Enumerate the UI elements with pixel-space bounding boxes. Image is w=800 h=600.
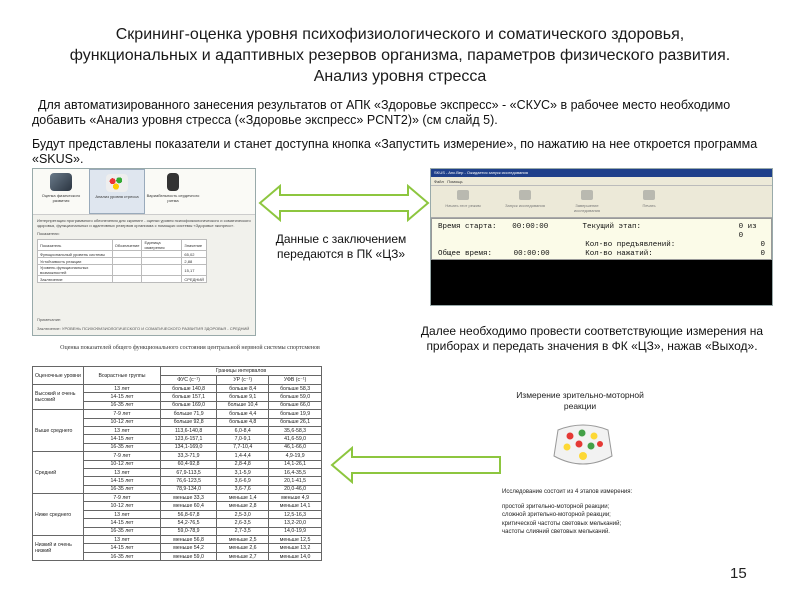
table-cell: 60,4-92,8 <box>160 460 216 468</box>
start-study-button[interactable]: Запуск исследования <box>503 190 547 213</box>
table-cell: больше 66,0 <box>269 401 322 409</box>
title-line-3: Анализ уровня стресса <box>313 68 487 85</box>
table-cell: 10-12 лет <box>83 502 160 510</box>
table-cell: 16-35 лет <box>83 527 160 535</box>
devices-icon <box>50 173 72 191</box>
measurement-note: Далее необходимо провести соответствующие измерения на приборах и передать значения в ФК «ЦЗ», нажав «Выход». <box>420 324 764 353</box>
stress-analysis-screenshot <box>32 168 256 336</box>
stage-item: простой зрительно-моторной реакции; <box>502 503 610 510</box>
level-cell: Низкий и очень низкий <box>33 536 84 561</box>
header-ur: УР (с⁻¹) <box>217 376 269 385</box>
table-cell: 14,1-26,1 <box>269 460 322 468</box>
level-cell: Высокий и очень высокий <box>33 385 84 410</box>
slide-title <box>20 24 780 87</box>
table-cell: 14-15 лет <box>83 544 160 552</box>
table-cell: больше 59,0 <box>269 393 322 401</box>
table-cell: 16-35 лет <box>83 552 160 560</box>
table-row: Заключение СРЕДНИЙ <box>38 276 207 283</box>
skus-program-screenshot <box>430 168 773 306</box>
table-row <box>33 536 322 544</box>
table-cell: 4,9-19,9 <box>269 452 322 460</box>
table-cell: 113,6-140,8 <box>160 426 216 434</box>
table-cell: 10-12 лет <box>83 460 160 468</box>
level-cell: Средний <box>33 452 84 494</box>
table-cell: 14-15 лет <box>83 477 160 485</box>
table-cell: 13 лет <box>83 426 160 434</box>
header-age: Возрастные группы <box>83 367 160 385</box>
table-cell: меньше 2,7 <box>217 552 269 560</box>
color-keypad-icon <box>106 174 128 192</box>
table-cell: меньше 2,8 <box>217 502 269 510</box>
device-description <box>502 488 692 537</box>
table-cell: больше 169,0 <box>160 401 216 409</box>
table-cell: 46,1-66,0 <box>269 443 322 451</box>
table-cell: 35,6-58,3 <box>269 426 322 434</box>
paragraph-add-workplace: Для автоматизированного занесения результатов от АПК «Здоровье экспресс» - «СКУС» в рабочее место необходимо добавить «Анализ уровня стресса («Здоровье экспресс» PCNT2)» (см слайд 5). <box>32 98 731 127</box>
table-cell: 16-35 лет <box>83 443 160 451</box>
menu-help[interactable]: Помощь <box>447 179 463 184</box>
table-cell: 14-15 лет <box>83 519 160 527</box>
table-cell: меньше 14,0 <box>269 552 322 560</box>
window-titlebar: SKUS - Anc.Bep - Ожидается запуск исследования <box>431 169 772 177</box>
table-cell: больше 8,4 <box>217 385 269 393</box>
table-cell: 7-9 лет <box>83 452 160 460</box>
table-cell: 2,5-3,0 <box>217 510 269 518</box>
title-line-1: Скрининг-оценка уровня психофизиологического и соматического здоровья, <box>115 26 685 43</box>
double-arrow-icon <box>258 184 430 222</box>
table-cell: 134,1-169,0 <box>160 443 216 451</box>
finish-study-button[interactable]: Завершение исследования <box>565 190 609 213</box>
table-cell: 54,2-76,5 <box>160 519 216 527</box>
table-cell: меньше 14,1 <box>269 502 322 510</box>
menu-file[interactable]: Файл <box>434 179 444 184</box>
table-cell: 3,6-6,9 <box>217 477 269 485</box>
table-cell: 7,0-9,1 <box>217 435 269 443</box>
table-cell: 14-15 лет <box>83 435 160 443</box>
table-cell: меньше 2,6 <box>217 544 269 552</box>
table-row <box>33 410 322 418</box>
table-cell: меньше 33,3 <box>160 494 216 502</box>
tile-physical-development[interactable]: Оценка физического развития <box>33 169 89 214</box>
print-button[interactable]: Печать <box>627 190 671 213</box>
table-cell: меньше 56,8 <box>160 536 216 544</box>
table-cell: 10-12 лет <box>83 418 160 426</box>
table-cell: 33,3-71,9 <box>160 452 216 460</box>
table-cell: больше 58,3 <box>269 385 322 393</box>
run-icon <box>519 190 531 200</box>
table-cell: больше 157,1 <box>160 393 216 401</box>
table-cell: больше 26,1 <box>269 418 322 426</box>
table-cell: 3,6-7,6 <box>217 485 269 493</box>
data-transfer-note: Данные с заключением передаются в ПК «ЦЗ» <box>275 232 407 261</box>
left-arrow-icon <box>330 446 502 484</box>
table-cell: больше 92,8 <box>160 418 216 426</box>
status-row: Время старта: 00:00:00 Текущий этап: 0 из 0 <box>438 223 757 240</box>
table-cell: меньше 4,9 <box>269 494 322 502</box>
header-ufv: УФВ (с⁻¹) <box>269 376 322 385</box>
table-cell: больше 4,4 <box>217 410 269 418</box>
table-cell: 123,6-157,1 <box>160 435 216 443</box>
table-cell: меньше 1,4 <box>217 494 269 502</box>
table-row: Уровень функциональных возможностей 15,17 <box>38 265 207 276</box>
page-number: 15 <box>730 565 747 582</box>
table-cell: 16-35 лет <box>83 401 160 409</box>
table-cell: меньше 12,5 <box>269 536 322 544</box>
table-cell: больше 71,9 <box>160 410 216 418</box>
table-row <box>33 494 322 502</box>
table-cell: 2,6-3,5 <box>217 519 269 527</box>
table-cell: 20,0-46,0 <box>269 485 322 493</box>
stop-icon <box>581 190 593 200</box>
menu-bar <box>431 177 772 186</box>
table-cell: 56,8-67,8 <box>160 510 216 518</box>
table-cell: 13,2-20,0 <box>269 519 322 527</box>
table-cell: 20,1-41,5 <box>269 477 322 485</box>
printer-icon <box>643 190 655 200</box>
table-cell: 67,9-113,5 <box>160 468 216 476</box>
module-tiles <box>33 169 255 215</box>
play-icon <box>457 190 469 200</box>
indicators-table: Показатель Обозначение Единица измерения Значение Функциональный уровень системы 65,02 Устойчивость реакции 2,88 Уровень функциональных возможностей 15,17 Заключение СРЕДНИЙ <box>37 239 207 283</box>
table-cell: 13 лет <box>83 510 160 518</box>
table-cell: 16-35 лет <box>83 485 160 493</box>
table-row: Функциональный уровень системы 65,02 <box>38 251 207 258</box>
status-row: Общее время: 00:00:00 Кол-во нажатий: 0 <box>438 250 765 258</box>
table-cell: меньше 54,2 <box>160 544 216 552</box>
table-row <box>33 385 322 393</box>
table-cell: 59,0-78,9 <box>160 527 216 535</box>
status-panel <box>431 218 772 260</box>
table-cell: меньше 59,0 <box>160 552 216 560</box>
device-title: Измерение зрительно-моторной реакции <box>516 390 644 411</box>
paragraph-start-measurement: Будут представлены показатели и станет доступна кнопка «Запустить измерение», по нажатию на нее откроется программа «SKUS». <box>32 137 758 166</box>
table-cell: 16,4-35,5 <box>269 468 322 476</box>
module-description: Интерпретация программного обеспечения для скрининг - оценки уровня психофизиологического и соматического здоровья, функциональных и адаптивных резервов организма с помощью системы «Здоровье экспресс». <box>37 218 251 228</box>
table-cell: 7-9 лет <box>83 494 160 502</box>
reference-table <box>32 366 322 561</box>
table-cell: 2,8-4,8 <box>217 460 269 468</box>
reaction-device-icon <box>552 422 614 468</box>
tile-stress-analysis[interactable]: Анализ уровня стресса <box>89 169 145 214</box>
table-cell: 13 лет <box>83 468 160 476</box>
header-fus: ФУС (с⁻¹) <box>160 376 216 385</box>
indicators-label: Показатели: <box>37 231 60 236</box>
stages-intro: Исследование состоит из 4 этапов измерения: <box>502 489 633 495</box>
header-intervals: Границы интервалов <box>160 367 321 376</box>
header-level: Оценочные уровни <box>33 367 84 385</box>
table-caption: Оценка показателей общего функционального состояния центральной нервной системы спортсменов <box>60 345 320 351</box>
table-cell: меньше 13,2 <box>269 544 322 552</box>
table-cell: 1,4-4,4 <box>217 452 269 460</box>
table-cell: 76,6-123,5 <box>160 477 216 485</box>
table-cell: 12,5-16,3 <box>269 510 322 518</box>
table-row: Устойчивость реакции 2,88 <box>38 258 207 265</box>
toolbar <box>431 186 772 218</box>
level-cell: Ниже среднего <box>33 494 84 536</box>
table-cell: 3,1-5,9 <box>217 468 269 476</box>
table-cell: 41,6-59,0 <box>269 435 322 443</box>
table-cell: 13 лет <box>83 536 160 544</box>
stage-item: сложной зрительно-моторной реакции; <box>502 512 611 518</box>
table-cell: больше 10,4 <box>217 401 269 409</box>
level-cell: Выше среднего <box>33 410 84 452</box>
title-line-2: функциональных и адаптивных резервов организма, параметров физического развития. <box>69 47 731 64</box>
stage-item: частоты слияний световых мельканий. <box>502 529 610 535</box>
stage-item: критической частоты световых мельканий; <box>502 520 622 527</box>
table-cell: 2,7-3,5 <box>217 527 269 535</box>
table-cell: больше 4,8 <box>217 418 269 426</box>
table-cell: 6,0-8,4 <box>217 426 269 434</box>
screenshot-footer: Примечание: Заключение: УРОВЕНЬ ПСИХОФИЗИОЛОГИЧЕСКОГО И СОМАТИЧЕСКОГО РАЗВИТИЯ ЗДОРОВЬЯ - СРЕДНИЙ <box>37 317 250 331</box>
table-cell: больше 9,1 <box>217 393 269 401</box>
table-cell: меньше 2,5 <box>217 536 269 544</box>
table-row <box>33 452 322 460</box>
status-row: Кол-во предъявлений: 0 <box>585 241 765 249</box>
tile-heart-rate-variability[interactable]: Вариабельность сердечного ритма <box>145 169 201 214</box>
start-mode-button[interactable]: Начать этот режим <box>441 190 485 213</box>
table-cell: 78,9-134,0 <box>160 485 216 493</box>
table-cell: больше 19,9 <box>269 410 322 418</box>
table-cell: меньше 60,4 <box>160 502 216 510</box>
table-cell: больше 140,8 <box>160 385 216 393</box>
table-cell: 13 лет <box>83 385 160 393</box>
table-cell: 14-15 лет <box>83 393 160 401</box>
handheld-device-icon <box>167 173 179 191</box>
table-cell: 14,0-19,9 <box>269 527 322 535</box>
table-cell: 7-9 лет <box>83 410 160 418</box>
table-cell: 7,7-10,4 <box>217 443 269 451</box>
